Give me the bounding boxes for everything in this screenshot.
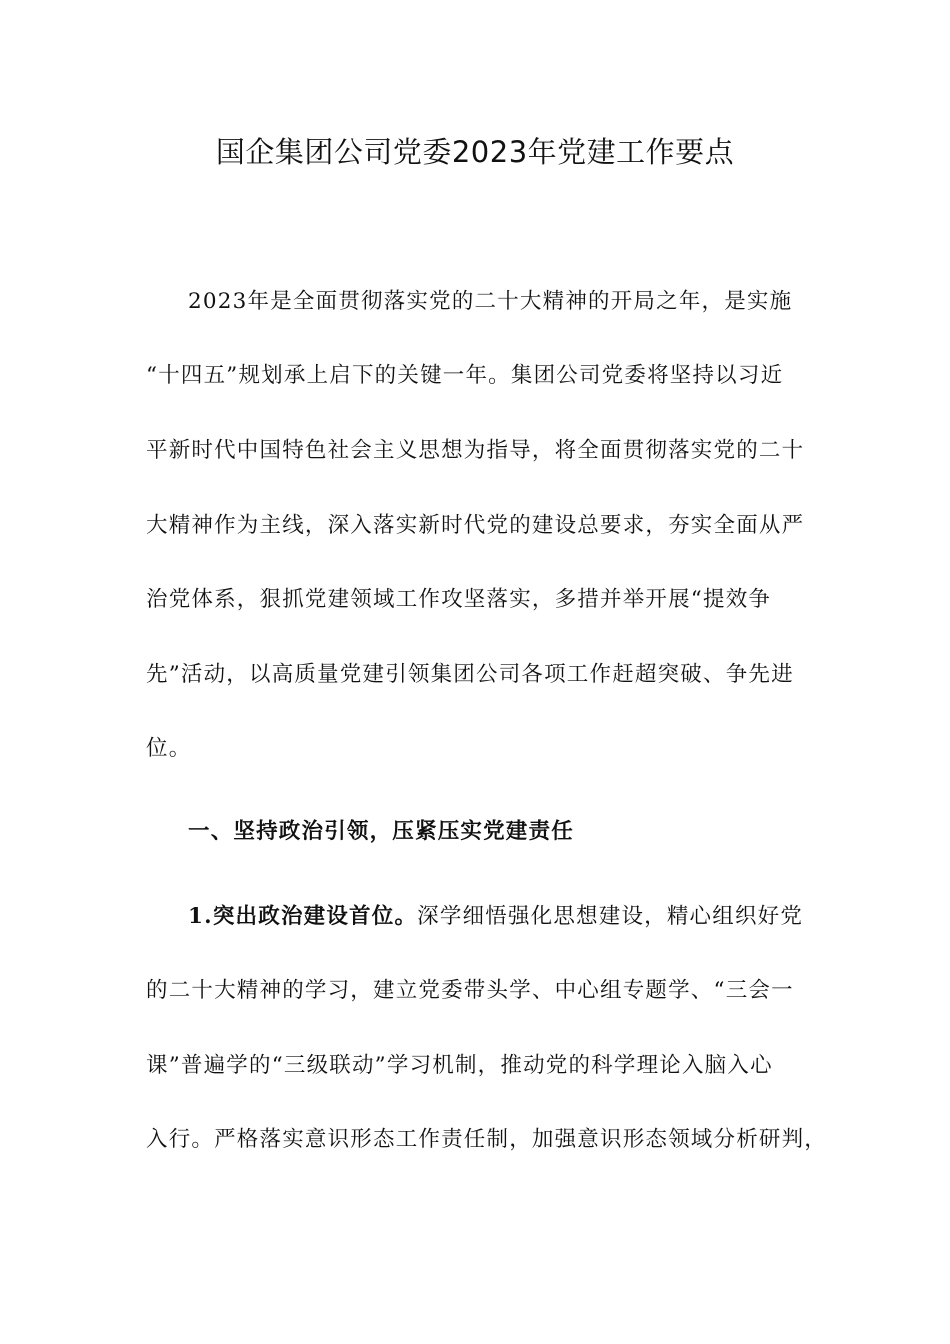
paragraph-line: “十四五”规划承上启下的关键一年。集团公司党委将坚持以习近 xyxy=(146,363,784,388)
section-heading: 一、坚持政治引领，压紧压实党建责任 xyxy=(188,819,574,844)
paragraph-line: 入行。严格落实意识形态工作责任制，加强意识形态领域分析研判， xyxy=(146,1127,828,1152)
paragraph-line: 平新时代中国特色社会主义思想为指导，将全面贯彻落实党的二十 xyxy=(146,438,805,463)
item-first-line xyxy=(188,897,806,937)
paragraph-line: 大精神作为主线，深入落实新时代党的建设总要求，夯实全面从严 xyxy=(146,513,805,538)
item-first-line-text: 深学细悟强化思想建设，精心组织好党 xyxy=(417,904,804,929)
paragraph-line: 课”普遍学的“三级联动”学习机制，推动党的科学理论入脑入心 xyxy=(146,1053,773,1078)
item-lead: 1.突出政治建设首位。 xyxy=(188,904,418,929)
paragraph-line: 的二十大精神的学习，建立党委带头学、中心组专题学、“三会一 xyxy=(146,978,794,1003)
paragraph-line: 先”活动，以高质量党建引领集团公司各项工作赶超突破、争先进 xyxy=(146,662,794,687)
paragraph-line: 位。 xyxy=(146,736,192,761)
document-title: 国企集团公司党委2023年党建工作要点 xyxy=(215,135,735,169)
paragraph-line: 治党体系，狠抓党建领域工作攻坚落实，多措并举开展“提效争 xyxy=(146,587,772,612)
paragraph-line: 2023年是全面贯彻落实党的二十大精神的开局之年，是实施 xyxy=(188,289,793,314)
